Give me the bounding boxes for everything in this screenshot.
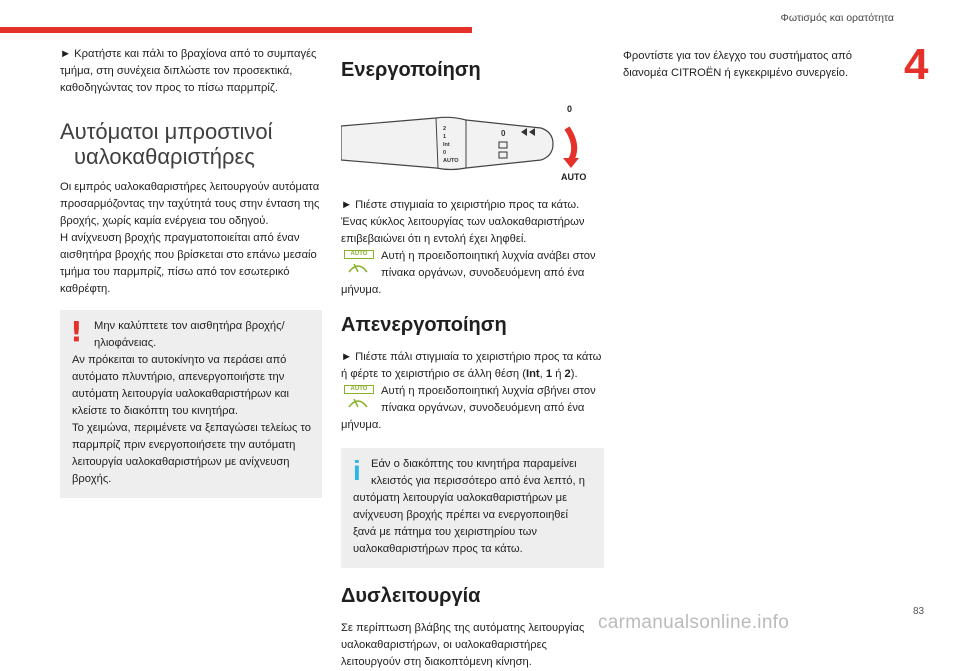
heading-deactivation: Απενεργοποίηση	[341, 314, 507, 336]
page-number: 83	[913, 606, 925, 617]
activation-step: ► Πιέστε στιγμιαία το χειριστήριο προς τα κάτω.	[341, 199, 580, 211]
svg-text:0: 0	[501, 129, 506, 138]
illus-label-auto: AUTO	[561, 172, 587, 182]
deactivation-lamp-text: Αυτή η προειδοποιητική λυχνία σβήνει στον πίνακα οργάνων, συνοδευόμενη από ένα μήνυμα.	[341, 385, 596, 431]
stalk-mark-auto: AUTO	[443, 158, 459, 164]
paragraph-auto-operation: Οι εμπρός υαλοκαθαριστήρες λειτουργούν αυτόματα προσαρμόζοντας την ταχύτητά τους στην ένταση της βροχής, χωρίς καμία ενέργεια του οδηγού.	[60, 181, 320, 227]
auto-wiper-lamp-icon	[343, 385, 373, 411]
warning-winter: Το χειμώνα, περιμένετε να ξεπαγώσει τελείως το παρμπρίζ πριν ενεργοποιήσετε την αυτόματη λειτουργία υαλοκαθαριστήρων με ανίχνευση βροχής.	[72, 422, 312, 485]
wiper-stalk-illustration	[341, 98, 601, 182]
column-middle	[341, 46, 604, 671]
info-line-1: Εάν ο διακόπτης του κινητήρα παραμείνει	[371, 458, 577, 470]
watermark: carmanualsonline.info	[598, 612, 790, 633]
auto-wiper-lamp-icon	[343, 250, 373, 276]
stalk-mark-int: Int	[443, 142, 450, 148]
illus-label-zero: 0	[567, 104, 573, 114]
section-heading-auto-wipers	[60, 119, 322, 169]
heading-activation: Ενεργοποίηση	[341, 59, 481, 81]
heading-line-2: υαλοκαθαριστήρες	[74, 144, 255, 169]
running-header: Φωτισμός και ορατότητα	[780, 12, 894, 24]
activation-lamp-note	[341, 248, 604, 299]
warning-line-1: Μην καλύπτετε τον αισθητήρα βροχής/	[94, 320, 285, 332]
warning-exclamation-icon: !	[70, 315, 83, 348]
press-down-arrow	[567, 128, 574, 160]
fault-paragraph: Σε περίπτωση βλάβης της αυτόματης λειτουργίας υαλοκαθαριστήρων, οι υαλοκαθαριστήρες λειτουργούν στη διακοπτόμενη κίνηση.	[341, 622, 585, 668]
warning-car-wash: Αν πρόκειται το αυτοκίνητο να περάσει από αυτόματο πλυντήριο, απενεργοποιήστε την αυτόματη λειτουργία υαλοκαθαριστήρων και κλείστε το διακόπτη του κινητήρα.	[72, 354, 290, 417]
column-left	[60, 46, 322, 498]
info-line-2: κλειστός για περισσότερο από ένα λεπτό, η αυτόματη λειτουργία υαλοκαθαριστήρων με ανίχνευση βροχής πρέπει να ενεργοποιηθεί ξανά με πάτημα του χειριστηρίου των υαλοκαθαριστήρων προς τα κάτω.	[353, 475, 585, 555]
service-paragraph: Φροντίστε για τον έλεγχο του συστήματος από διανομέα CITROËN ή εγκεκριμένο συνεργείο.	[623, 50, 852, 79]
lamp-label: AUTO	[344, 385, 374, 394]
warning-line-2: ηλιοφάνειας.	[94, 337, 157, 349]
deactivation-lamp-note	[341, 383, 604, 434]
heading-fault: Δυσλειτουργία	[341, 585, 481, 607]
warning-box	[60, 310, 322, 498]
column-right	[623, 48, 868, 82]
info-box	[341, 448, 604, 568]
lamp-label: AUTO	[344, 250, 374, 259]
intro-paragraph: ► Κρατήστε και πάλι το βραχίονα από το συμπαγές τμήμα, στη συνέχεια διπλώστε τον προσεκτικά, καθοδηγώντας τον προς το πίσω παρμπρίζ.	[60, 48, 317, 94]
info-icon: i	[353, 455, 361, 486]
heading-line-1: Αυτόματοι μπροστινοί	[60, 119, 273, 144]
activation-confirmation: Ένας κύκλος λειτουργίας των υαλοκαθαριστήρων επιβεβαιώνει ότι η εντολή έχει ληφθεί.	[341, 216, 585, 245]
chapter-number: 4	[904, 40, 929, 89]
stalk-mark-1: 1	[443, 134, 447, 140]
deactivation-step: ► Πιέστε πάλι στιγμιαία το χειριστήριο προς τα κάτω ή φέρτε το χειριστήριο σε άλλη θέση (Int, 1 ή 2).	[341, 351, 602, 380]
stalk-mark-0: 0	[443, 150, 447, 156]
activation-lamp-text: Αυτή η προειδοποιητική λυχνία ανάβει στον πίνακα οργάνων, συνοδευόμενη από ένα μήνυμα.	[341, 250, 596, 296]
stalk-mark-2: 2	[443, 126, 447, 132]
header-accent-bar	[0, 27, 472, 33]
paragraph-rain-sensor: Η ανίχνευση βροχής πραγματοποιείται από έναν αισθητήρα βροχής που βρίσκεται στο επάνω μεσαίο τμήμα του παρμπρίζ, πίσω από τον εσωτερικό καθρέφτη.	[60, 232, 317, 295]
